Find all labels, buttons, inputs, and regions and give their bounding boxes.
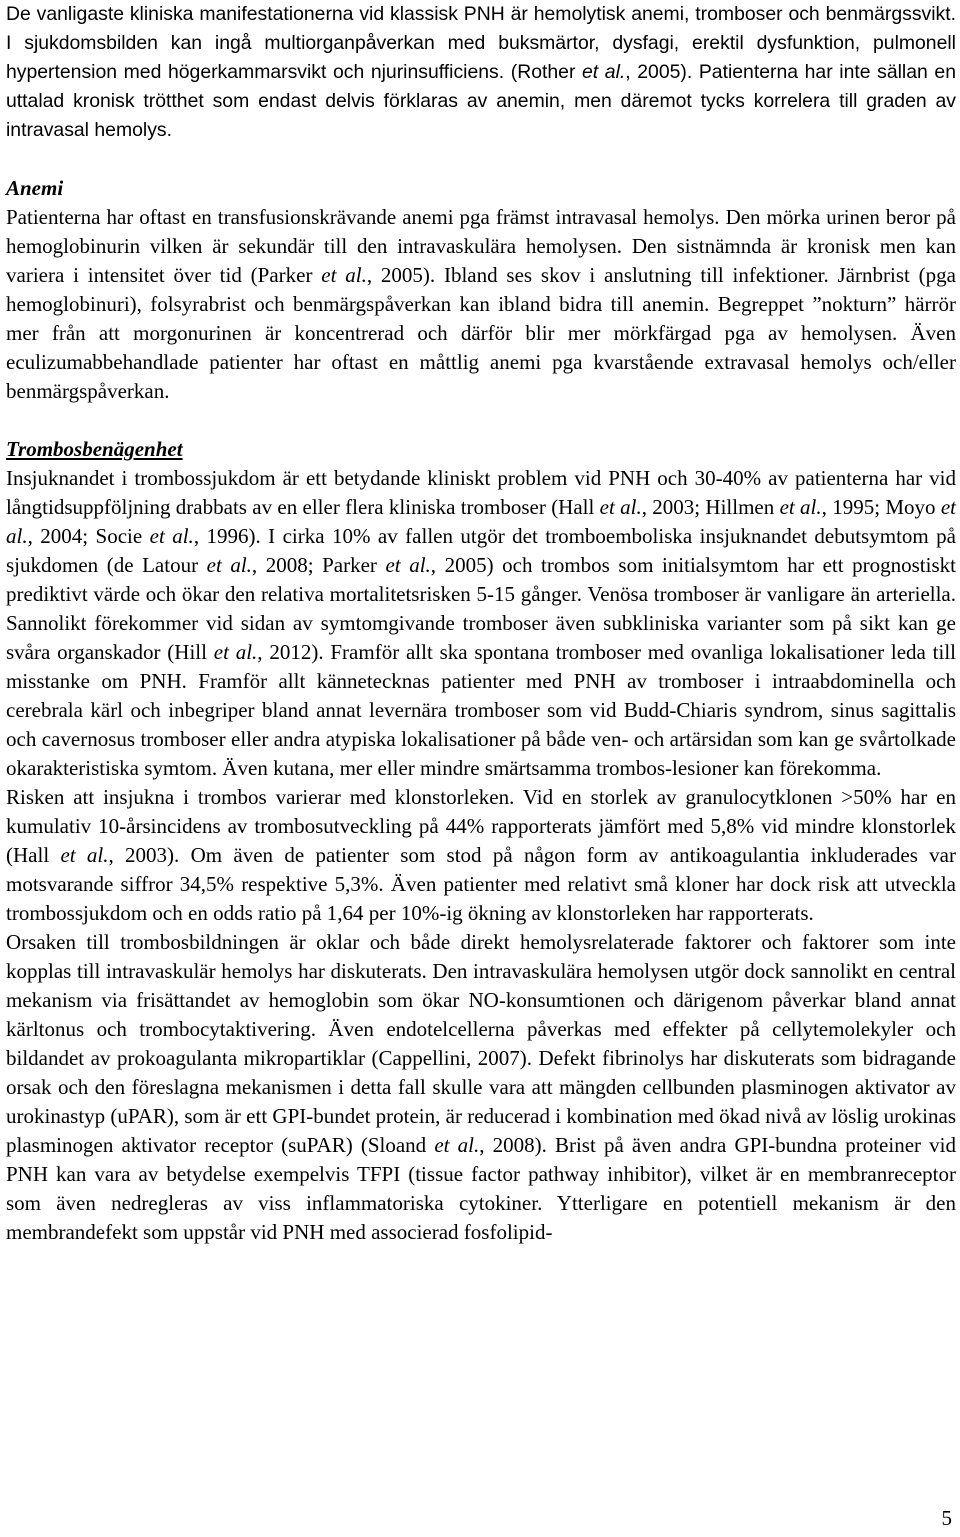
tromb-text: Insjuknandet i trombossjukdom är ett betydande kliniskt problem vid PNH och 30-40% av patienterna har vid långtidsuppföljning drabbats av en eller flera kliniska tromboser (Hall bbox=[6, 466, 956, 519]
heading-anemi: Anemi bbox=[6, 176, 64, 200]
tromb-etal: et al. bbox=[206, 553, 252, 577]
tromb-etal: et al. bbox=[60, 843, 109, 867]
tromb-etal: et al. bbox=[385, 553, 431, 577]
spacer bbox=[6, 406, 956, 435]
anemi-etal: et al. bbox=[321, 263, 367, 287]
intro-paragraph bbox=[6, 0, 956, 145]
tromb-text: , 2008; Parker bbox=[251, 553, 386, 577]
tromb-etal: et al. bbox=[6, 495, 956, 548]
tromb-etal: et al. bbox=[434, 1133, 480, 1157]
tromb-paragraph-3 bbox=[6, 928, 956, 1247]
tromb-text: Orsaken till trombosbildningen är oklar och både direkt hemolysrelaterade faktorer och faktorer som inte kopplas till intravaskulär hemolys har diskuterats. Den intravaskulära hemolysen utgör dock sannolikt en central mekanism via frisättandet av hemoglobin som ökar NO-konsumtionen och därigenom påverkar bland annat kärltonus och trombocytaktivering. Även endotelcellerna påverkas med effekter på cellytemolekyler och bildandet av prokoagulanta mikropartiklar (Cappellini, 2007). Defekt fibrinolys har diskuterats som bidragande orsak och den föreslagna mekanismen i detta fall skulle vara att mängden cellbunden plasminogen aktivator av urokinastyp (uPAR), som är ett GPI-bundet protein, är reducerad i kombination med ökad nivå av löslig urokinas plasminogen aktivator receptor (suPAR) (Sloand bbox=[6, 930, 956, 1157]
tromb-text: Risken att insjukna i trombos varierar med klonstorleken. Vid en storlek av granulocytklonen >50% har en kumulativ 10-årsincidens av trombosutveckling på 44% rapporterats jämfört med 5,8% vid mindre klonstorlek (Hall bbox=[6, 785, 956, 867]
anemi-text-1: Patienterna har oftast en transfusionskrävande anemi pga främst intravasal hemolys. bbox=[6, 205, 720, 229]
tromb-etal: et al. bbox=[599, 495, 642, 519]
tromb-text: , 2012). Framför allt ska spontana tromboser med ovanliga lokalisationer leda till misstanke om PNH. Framför allt kännetecknas patienter med PNH av tromboser i intraabdominella och cerebrala kärl och inbegriper bland annat levernära tromboser som vid Budd-Chiaris syndrom, sinus sagittalis och cavernosus tromboser eller andra atypiska lokalisationer på både ven- och artärsidan som kan ge svårtolkade okarakteristiska symtom. Även kutana, mer eller mindre smärtsamma trombos-lesioner kan förekomma. bbox=[6, 640, 956, 780]
document-page bbox=[6, 0, 956, 1247]
tromb-text: , 2008). Brist på även andra GPI-bundna proteiner vid PNH kan vara av betydelse exempelvis TFPI (tissue factor pathway inhibitor), vilket är en membranreceptor som även nedregleras av viss inflammatoriska cytokiner. Ytterligare en potentiell mekanism är den membrandefekt som uppstår vid PNH med associerad fosfolipid- bbox=[6, 1133, 956, 1244]
tromb-text: , 2003). Om även de patienter som stod på någon form av antikoagulantia inkluderades var motsvarande siffror 34,5% respektive 5,3%. Även patienter med relativt små kloner har dock risk att utveckla trombossjukdom och en odds ratio på 1,64 per 10%-ig ökning av klonstorleken har rapporterats. bbox=[6, 843, 956, 925]
tromb-text: , 2004; Socie bbox=[27, 524, 150, 548]
tromb-etal: et al. bbox=[213, 640, 258, 664]
tromb-text: , 2003; Hillmen bbox=[641, 495, 780, 519]
tromb-paragraph-1 bbox=[6, 464, 956, 783]
tromb-text: , 2005) och trombos som initialsymtom har ett prognostiskt prediktivt värde och ökar den relativa mortalitetsrisken 5-15 gånger. Venösa tromboser är vanligare än arteriella. Sannolikt förekommer vid sidan av symtomgivande tromboser även subkliniska varianter som på sikt kan ge svåra organskador (Hill bbox=[6, 553, 956, 664]
spacer bbox=[6, 145, 956, 174]
heading-trombosbenagenhet: Trombosbenägenhet bbox=[6, 437, 183, 461]
tromb-etal: et al. bbox=[779, 495, 822, 519]
tromb-text: , 1996). I cirka 10% av fallen utgör det tromboemboliska insjuknandet debutsymtom på sjukdomen (de Latour bbox=[6, 524, 956, 577]
tromb-text: , 1995; Moyo bbox=[821, 495, 941, 519]
page-number: 5 bbox=[941, 1506, 952, 1530]
tromb-etal: et al. bbox=[149, 524, 194, 548]
intro-text-1: De vanligaste kliniska manifestationerna vid klassisk PNH är hemolytisk anemi, tromboser och benmärgssvikt. I sjukdomsbilden kan ingå multiorganpåverkan med buksmärtor, dysfagi, erektil dysfunktion, pulmonell hypertension med högerkammarsvikt och njurinsufficiens. (Rother bbox=[6, 3, 956, 83]
intro-etal: et al. bbox=[582, 61, 626, 83]
anemi-text-3: , 2005). Ibland ses skov i anslutning till infektioner. Järnbrist (pga hemoglobinuri), folsyrabrist och benmärgspåverkan kan ibland bidra till anemin. Begreppet ”nokturn” härrör mer från att morgonurinen är koncentrerad och därför blir mer mörkfärgad pga av hemolysen. Även eculizumabbehandlade patienter har oftast en måttlig anemi pga kvarstående extravasal hemolys och/eller benmärgspåverkan. bbox=[6, 263, 956, 403]
anemi-paragraph bbox=[6, 203, 956, 406]
tromb-paragraph-2 bbox=[6, 783, 956, 928]
intro-text-2: , 2005). Patienterna har inte sällan en uttalad kronisk trötthet som endast delvis förklaras av anemin, men däremot tycks korrelera till graden av intravasal hemolys. bbox=[6, 61, 956, 141]
anemi-text-2: Den mörka urinen beror på hemoglobinurin vilken är sekundär till den intravaskulära hemolysen. Den sistnämnda är kronisk men kan variera i intensitet över tid (Parker bbox=[6, 205, 956, 287]
